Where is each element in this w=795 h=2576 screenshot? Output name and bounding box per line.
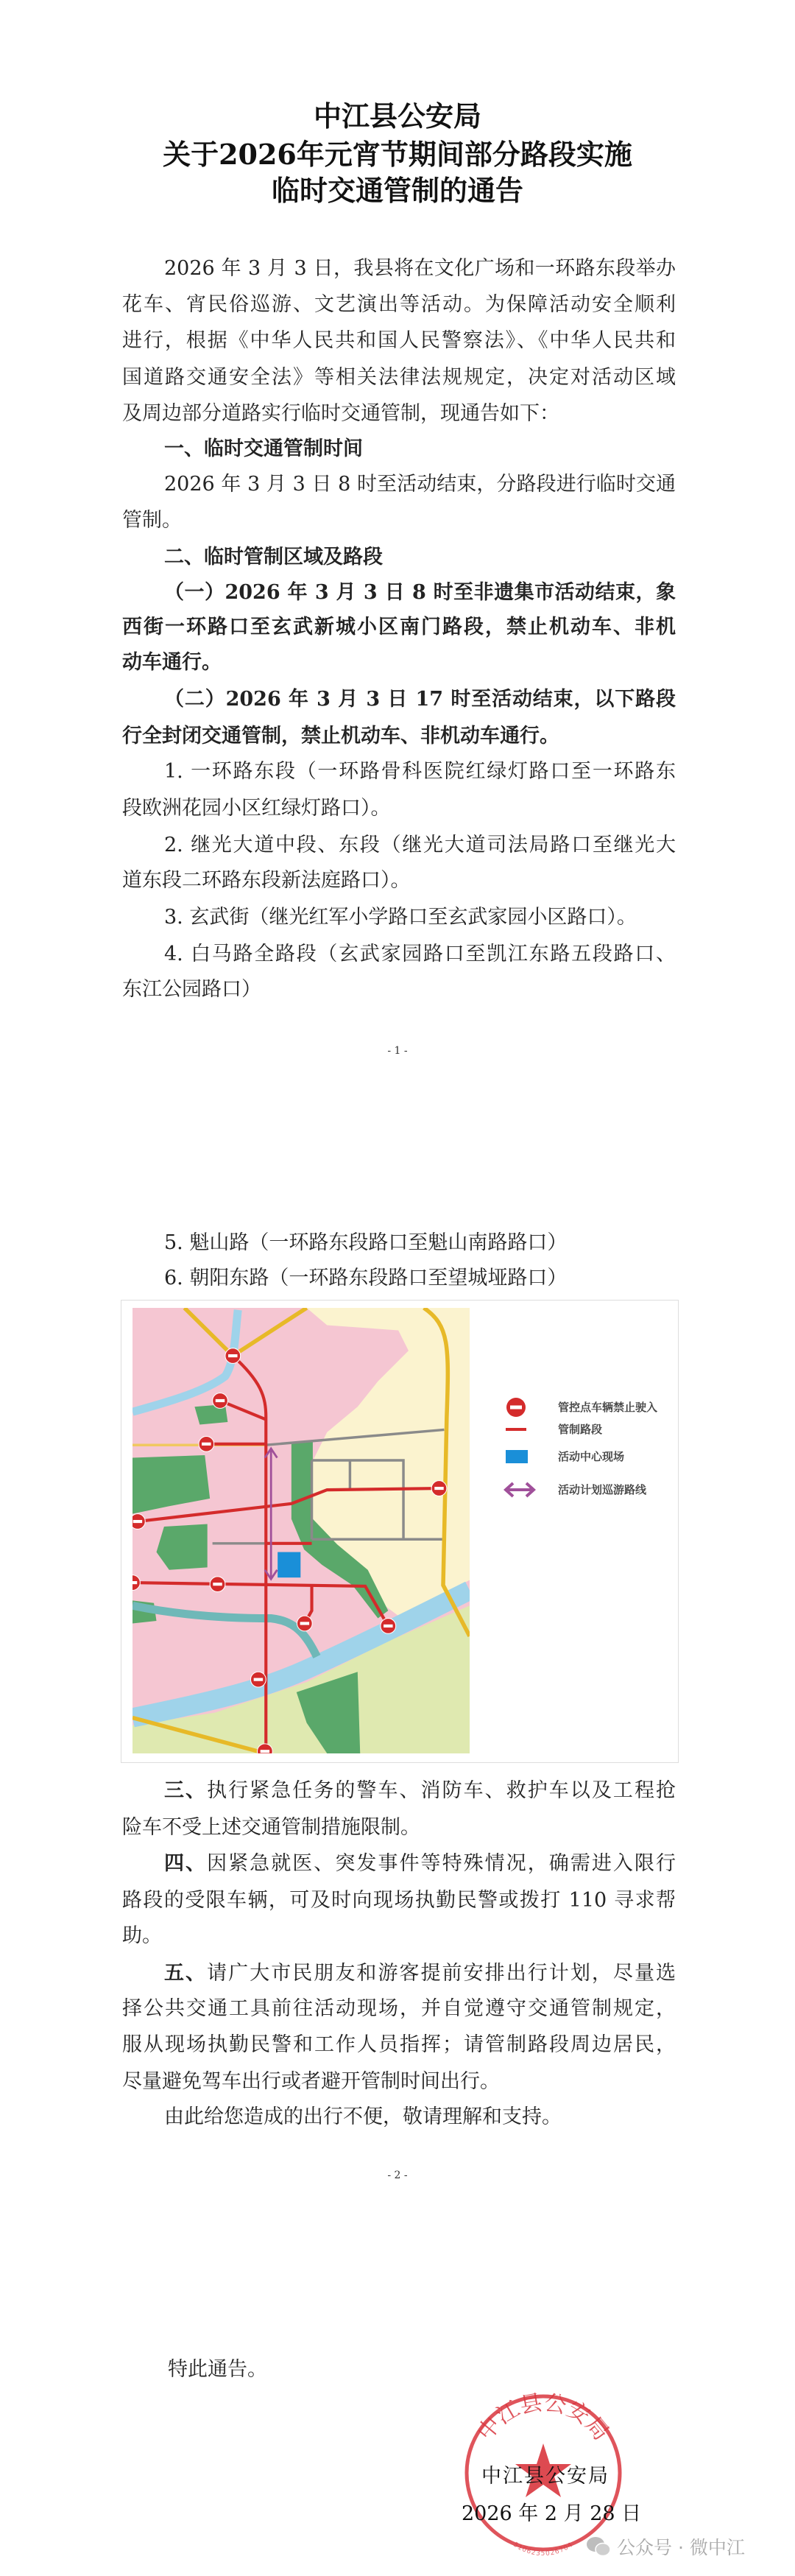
body-line <box>164 1779 676 1803</box>
section-number: 三、 <box>164 1779 208 1802</box>
wechat-icon <box>586 2535 611 2558</box>
signature-org: 中江县公安局 <box>481 2465 610 2488</box>
body-line: 管制。 <box>122 509 182 532</box>
closing-line: 由此给您造成的出行不便，敬请理解和支持。 <box>164 2105 562 2128</box>
section-number: 四、 <box>164 1852 208 1875</box>
body-line: 2026 年 3 月 3 日 8 时至活动结束，分路段进行临时交通 <box>164 473 676 496</box>
map-graphic <box>132 1308 470 1753</box>
no-entry-marker <box>297 1616 312 1631</box>
no-entry-marker <box>251 1672 266 1687</box>
subsection-line: 行全封闭交通管制，禁止机动车、非机动车通行。 <box>122 725 559 747</box>
red-line-icon <box>506 1426 526 1433</box>
section-text: 执行紧急任务的警车、消防车、救护车以及工程抢 <box>207 1779 676 1802</box>
blue-square-icon <box>506 1450 528 1463</box>
body-line: 择公共交通工具前往活动现场，并自觉遵守交通管制规定， <box>122 1997 676 2020</box>
legend-label: 管制路段 <box>558 1423 603 1436</box>
subsection-line: 动车通行。 <box>122 651 222 674</box>
body-line: 尽量避免驾车出行或者避开管制时间出行。 <box>122 2070 500 2093</box>
no-entry-icon <box>506 1397 526 1418</box>
no-entry-marker <box>381 1619 396 1634</box>
section-heading: 一、临时交通管制时间 <box>164 437 363 460</box>
seal-code: 5106235026704 <box>512 2541 575 2558</box>
section-text: 因紧急就医、突发事件等特殊情况，确需进入限行 <box>207 1852 676 1875</box>
activity-venue <box>278 1552 300 1578</box>
legend-label: 管控点车辆禁止驶入 <box>558 1401 658 1414</box>
road-item: 1. 一环路东段（一环路骨科医院红绿灯路口至一环路东 <box>164 760 676 783</box>
no-entry-marker <box>210 1577 225 1592</box>
seal-text: 中江县公安局 <box>472 2390 615 2446</box>
body-line: 助。 <box>122 1924 162 1947</box>
intro-line: 2026 年 3 月 3 日，我县将在文化广场和一环路东段举办 <box>164 257 676 280</box>
intro-line: 进行，根据《中华人民共和国人民警察法》、《中华人民共和 <box>122 329 676 352</box>
page-number: - 1 - <box>387 1045 408 1057</box>
intro-line: 国道路交通安全法》等相关法律法规规定，决定对活动区域 <box>122 366 676 389</box>
legend-label: 活动中心现场 <box>558 1450 625 1463</box>
svg-text:中江县公安局 <box>473 2390 614 2446</box>
traffic-control-map <box>121 1300 679 1763</box>
no-entry-marker <box>199 1436 214 1451</box>
road-item: 4. 白马路全路段（玄武家园路口至凯江东路五段路口、 <box>164 943 676 965</box>
no-entry-marker <box>132 1514 145 1530</box>
double-arrow-icon <box>503 1481 537 1499</box>
signature-date: 2026 年 2 月 28 日 <box>462 2502 642 2525</box>
road-item: 3. 玄武街（继光红军小学路口至玄武家园小区路口）。 <box>164 906 637 929</box>
legend-label: 活动计划巡游路线 <box>558 1483 647 1496</box>
road-item: 道东段二环路东段新法庭路口）。 <box>122 869 411 892</box>
subsection-line: 西街一环路口至玄武新城小区南门路段，禁止机动车、非机 <box>122 616 676 638</box>
intro-line: 花车、宵民俗巡游、文艺演出等活动。为保障活动安全顺利 <box>122 293 676 316</box>
section-number: 五、 <box>164 1962 208 1985</box>
watermark-label: 公众号 · 微中江 <box>617 2537 745 2558</box>
road-item: 2. 继光大道中段、东段（继光大道司法局路口至继光大 <box>164 834 676 856</box>
page-title: 关于2026年元宵节期间部分路段实施 <box>163 138 632 171</box>
subsection-line: （二）2026 年 3 月 3 日 17 时至活动结束，以下路段 <box>164 688 676 711</box>
subsection-line: （一）2026 年 3 月 3 日 8 时至非遗集市活动结束，象 <box>164 581 676 604</box>
body-line: 路段的受限车辆，可及时向现场执勤民警或拨打 110 寻求帮 <box>122 1889 676 1912</box>
no-entry-marker <box>431 1481 447 1496</box>
page-number: - 2 - <box>387 2169 408 2181</box>
body-line: 服从现场执勤民警和工作人员指挥；请管制路段周边居民， <box>122 2033 676 2056</box>
intro-line: 及周边部分道路实行临时交通管制，现通告如下： <box>122 402 559 425</box>
notice-end: 特此通告。 <box>168 2358 267 2381</box>
road-item: 5. 魁山路（一环路东段路口至魁山南路路口） <box>164 1231 568 1254</box>
no-entry-marker <box>213 1393 228 1409</box>
body-line <box>164 1852 676 1876</box>
road-item: 东江公园路口） <box>122 978 261 1001</box>
body-line <box>164 1962 676 1985</box>
body-line: 险车不受上述交通管制措施限制。 <box>122 1816 420 1839</box>
road-item: 6. 朝阳东路（一环路东段路口至望城垭路口） <box>164 1267 568 1289</box>
wechat-watermark <box>586 2533 745 2560</box>
section-text: 请广大市民朋友和游客提前安排出行计划，尽量选 <box>207 1962 676 1985</box>
no-entry-marker <box>225 1348 241 1364</box>
section-heading: 二、临时管制区域及路段 <box>164 546 383 569</box>
road-item: 段欧洲花园小区红绿灯路口）。 <box>122 797 391 820</box>
page-title: 中江县公安局 <box>313 99 481 133</box>
page-title: 临时交通管制的通告 <box>271 174 523 207</box>
